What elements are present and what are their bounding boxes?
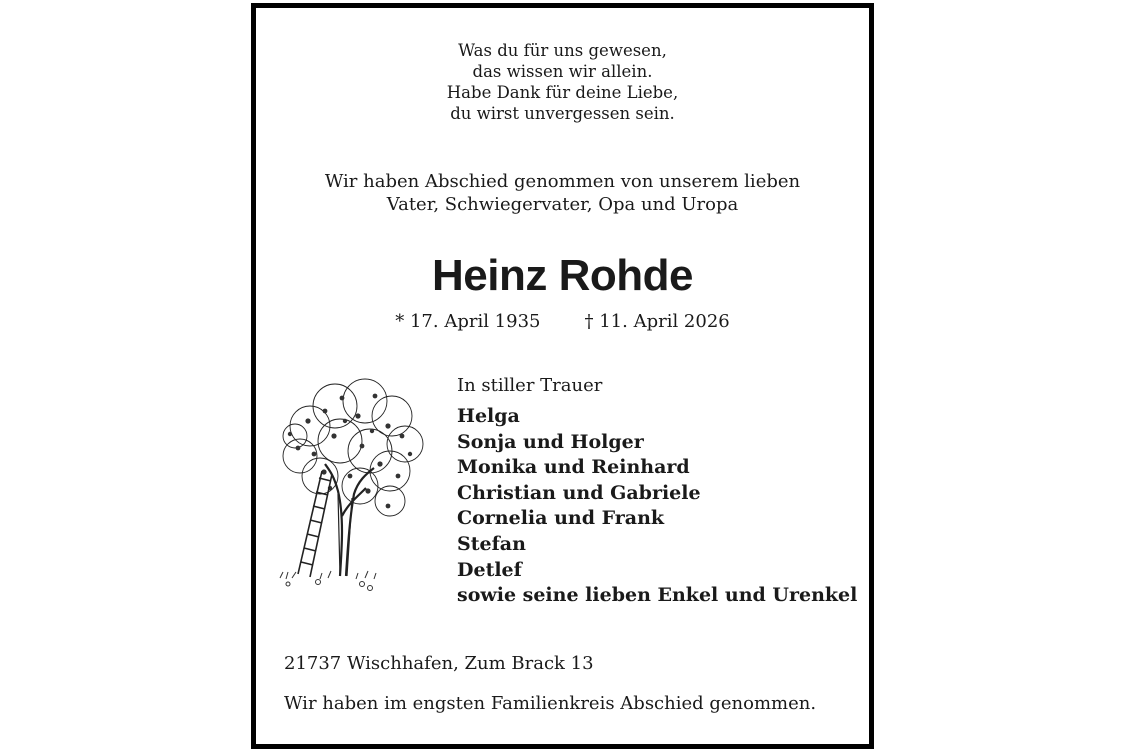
poem-line: Was du für uns gewesen, xyxy=(458,41,667,60)
life-dates xyxy=(256,310,869,334)
list-item: Sonja und Holger xyxy=(457,430,644,453)
intro-line: Wir haben Abschied genommen von unserem lieben xyxy=(324,171,801,192)
list-item: Detlef xyxy=(457,558,522,581)
deceased-name: Heinz Rohde xyxy=(432,251,693,300)
list-item: Stefan xyxy=(457,532,526,555)
mourning-label: In stiller Trauer xyxy=(457,375,603,396)
address: 21737 Wischhafen, Zum Brack 13 xyxy=(284,653,594,674)
list-item: sowie seine lieben Enkel und Urenkel xyxy=(457,584,858,607)
apple-tree-with-ladder-icon xyxy=(270,376,430,594)
birth-date: * 17. April 1935 xyxy=(395,311,541,332)
poem-line: Habe Dank für deine Liebe, xyxy=(446,83,679,102)
intro-line: Vater, Schwiegervater, Opa und Uropa xyxy=(386,194,739,215)
list-item: Christian und Gabriele xyxy=(457,481,701,504)
list-item: Cornelia und Frank xyxy=(457,507,665,530)
death-date: † 11. April 2026 xyxy=(584,311,730,332)
intro-text xyxy=(256,170,869,216)
mourners-list xyxy=(457,404,857,609)
obituary-card xyxy=(251,3,874,749)
poem xyxy=(256,40,869,124)
list-item: Monika und Reinhard xyxy=(457,456,690,479)
list-item: Helga xyxy=(457,405,520,427)
closing-note: Wir haben im engsten Familienkreis Abschied genommen. xyxy=(284,693,817,714)
poem-line: du wirst unvergessen sein. xyxy=(450,104,675,123)
poem-line: das wissen wir allein. xyxy=(472,62,653,81)
